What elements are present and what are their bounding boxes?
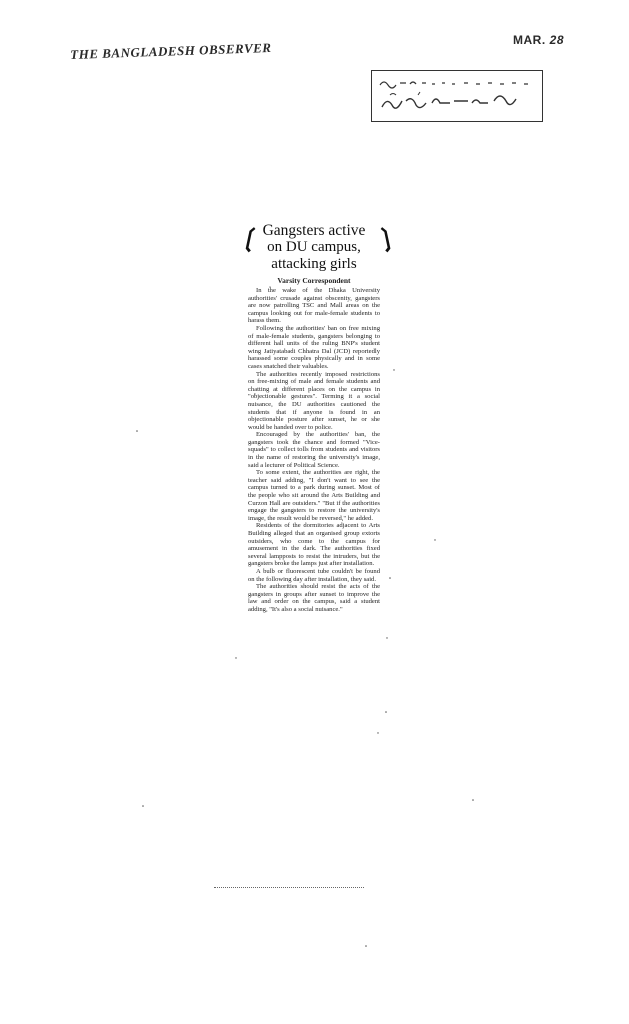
article-body — [248, 287, 380, 614]
headline-line: Gangsters active — [262, 222, 366, 239]
article-paragraph: Following the authorities' ban on free mixing of male-female students, gangsters belonging to different hall units of the ruling BNP's student wing Jatiyatabadi Chhatra Dal (JCD) reportedly harassed some couples physically and in some cases snatched their valuables. — [248, 324, 380, 370]
news-article — [237, 222, 399, 614]
headline-line: attacking girls — [271, 256, 357, 272]
article-paragraph: To some extent, the authorities are right, the teacher said adding, "I don't want to see the campus turned to a park during sunset. Most of the people who sit around the Arts Building and Curzon Hall are outsiders." "But if the authorities engage the gangsters to restore the university's image, the result would be reversed," he added. — [248, 469, 380, 522]
article-end-rule — [214, 887, 364, 889]
date-month: MAR. — [513, 33, 546, 47]
article-paragraph: Encouraged by the authorities' ban, the gangsters took the chance and formed "Vice-squads" to collect tolls from students and visitors in the name of restoring the university's image, said a lecturer of Political Science. — [248, 431, 380, 469]
article-byline: Varsity Correspondent — [277, 276, 351, 285]
headline-line: on DU campus, — [267, 239, 361, 255]
article-paragraph: The authorities recently imposed restrictions on free-mixing of male and female students and chatting at different places on the campus in "objectionable gestures". Terming it a social nuisance, the DU authorities cautioned the students that if anyone is found in an objectionable posture after sunset, he or she would be handed over to police. — [248, 370, 380, 431]
article-paragraph: In the wake of the Dhaka University authorities' crusade against obscenity, gangsters are now patrolling TSC and Mall areas on the campus looking out for male-female students to harass them. — [248, 287, 380, 325]
article-paragraph: A bulb or fluorescent tube couldn't be found on the following day after installation, they said. — [248, 567, 380, 583]
article-paragraph: Residents of the dormitories adjacent to Arts Building alleged that an organised group extorts outsiders, who come to the campus for amusement in the dark. The authorities fixed several lampposts to resist the intruders, but the gangsters broke the lamps just after installation. — [248, 522, 380, 568]
handwritten-scrawl-icon — [372, 71, 542, 121]
headline-bracket-right: ❳ — [373, 226, 399, 252]
handwritten-archive-stamp — [371, 70, 543, 122]
date-day: 28 — [549, 33, 565, 47]
article-paragraph: The authorities should resist the acts of the gangsters in groups after sunset to improve the law and order on the campus, said a student adding, "It's also a social nuisance." — [248, 583, 380, 613]
newspaper-masthead: THE BANGLADESH OBSERVER — [70, 39, 272, 62]
headline-bracket-left: ❲ — [237, 226, 263, 252]
article-headline — [248, 222, 380, 273]
date-stamp — [513, 33, 564, 47]
